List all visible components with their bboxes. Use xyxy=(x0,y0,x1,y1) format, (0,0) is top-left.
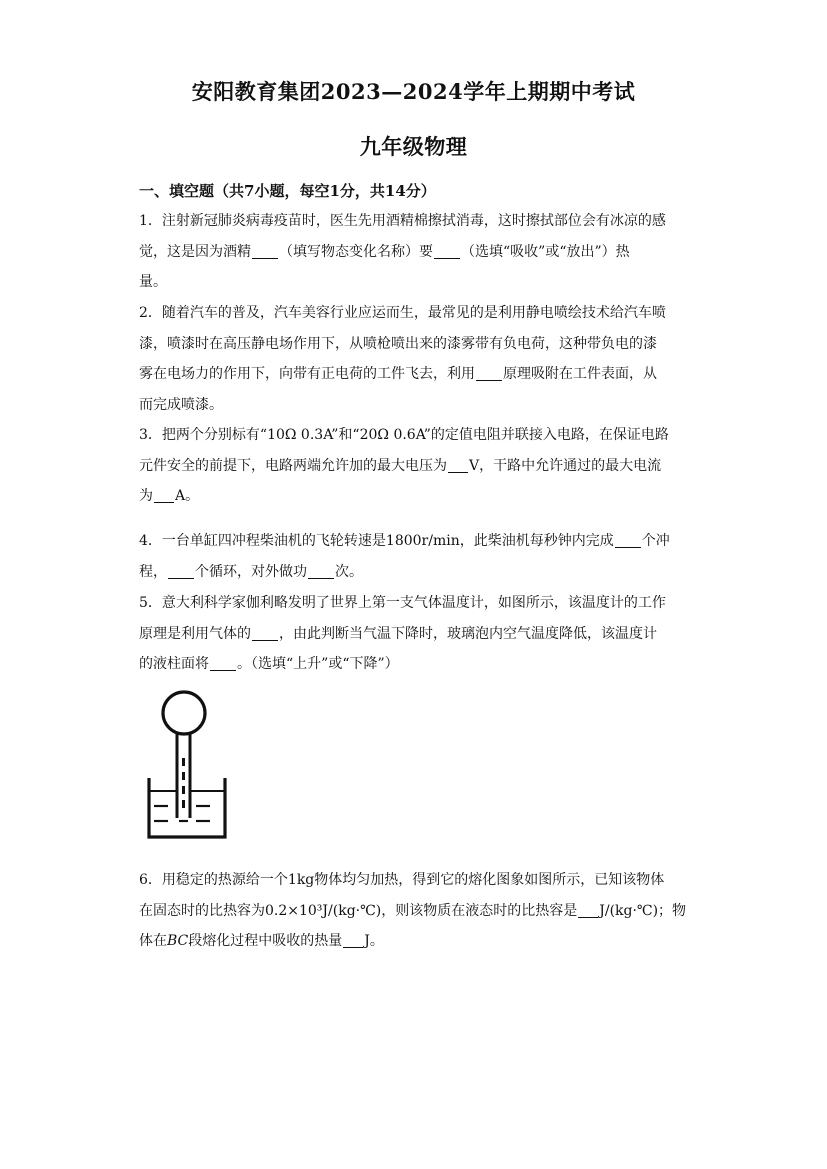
question-5-line-1: 5．意大利科学家伽利略发明了世界上第一支气体温度计，如图所示，该温度计的工作 xyxy=(139,595,666,611)
question-4 xyxy=(139,526,689,587)
question-2 xyxy=(139,298,689,420)
section-heading: 一、填空题（共7小题，每空1分，共14分） xyxy=(139,182,436,200)
exam-subtitle: 九年级物理 xyxy=(359,134,468,159)
answer-blank[interactable] xyxy=(252,244,278,259)
answer-blank[interactable] xyxy=(578,903,598,918)
question-1 xyxy=(139,206,689,298)
question-6-line-1: 6．用稳定的热源给一个1kg物体均匀加热，得到它的熔化图象如图所示，已知该物体 xyxy=(139,872,665,888)
segment-label: BC xyxy=(167,933,189,949)
question-2-line-2: 漆，喷漆时在高压静电场作用下，从喷枪喷出来的漆雾带有负电荷，这种带负电的漆 xyxy=(139,335,657,352)
question-3-line-1: 3．把两个分别标有“10Ω 0.3A”和“20Ω 0.6A”的定值电阻并联接入电路，在保证电路 xyxy=(139,427,669,443)
question-5-line-3: 的液柱面将 。（选填“上升”或“下降”） xyxy=(139,656,399,672)
question-3 xyxy=(139,420,689,512)
gas-thermometer-figure xyxy=(146,690,228,840)
question-2-line-4: 而完成喷漆。 xyxy=(139,396,223,413)
answer-blank[interactable] xyxy=(343,933,363,948)
answer-blank[interactable] xyxy=(448,458,468,473)
question-1-line-2: 觉，这是因为酒精 （填写物态变化名称）要 （选填“吸收”或“放出”）热 xyxy=(139,243,630,260)
answer-blank[interactable] xyxy=(476,366,502,381)
answer-blank[interactable] xyxy=(168,564,194,579)
answer-blank[interactable] xyxy=(252,626,278,641)
question-3-line-2: 元件安全的前提下，电路两端允许加的最大电压为 V，干路中允许通过的最大电流 xyxy=(139,457,662,474)
question-1-line-1: 1．注射新冠肺炎病毒疫苗时，医生先用酒精棉擦拭消毒，这时擦拭部位会有冰凉的感 xyxy=(139,213,666,229)
question-2-line-1: 2．随着汽车的普及，汽车美容行业应运而生，最常见的是利用静电喷绘技术给汽车喷 xyxy=(139,305,666,321)
answer-blank[interactable] xyxy=(615,533,641,548)
question-5-line-2: 原理是利用气体的 ，由此判断当气温下降时，玻璃泡内空气温度降低，该温度计 xyxy=(139,625,657,642)
question-6 xyxy=(139,865,689,957)
question-6-line-2: 在固态时的比热容为0.2×10³J/(kg·℃)，则该物质在液态时的比热容是 J/(kg·℃)；物 xyxy=(139,902,687,919)
question-1-line-3: 量。 xyxy=(139,274,167,290)
question-5 xyxy=(139,588,689,680)
question-4-line-1: 4．一台单缸四冲程柴油机的飞轮转速是1800r/min，此柴油机每秒钟内完成 个冲 xyxy=(139,533,670,549)
question-2-line-3: 雾在电场力的作用下，向带有正电荷的工件飞去，利用 原理吸附在工件表面，从 xyxy=(139,366,657,382)
answer-blank[interactable] xyxy=(434,244,460,259)
question-6-line-3: 体在BC段熔化过程中吸收的热量 J。 xyxy=(139,933,384,949)
answer-blank[interactable] xyxy=(210,656,236,671)
answer-blank[interactable] xyxy=(154,488,174,503)
question-3-line-3: 为 A。 xyxy=(139,488,200,504)
question-4-line-2: 程， 个循环，对外做功 次。 xyxy=(139,563,363,580)
exam-title: 安阳教育集团2023—2024学年上期期中考试 xyxy=(191,79,636,104)
answer-blank[interactable] xyxy=(308,564,334,579)
